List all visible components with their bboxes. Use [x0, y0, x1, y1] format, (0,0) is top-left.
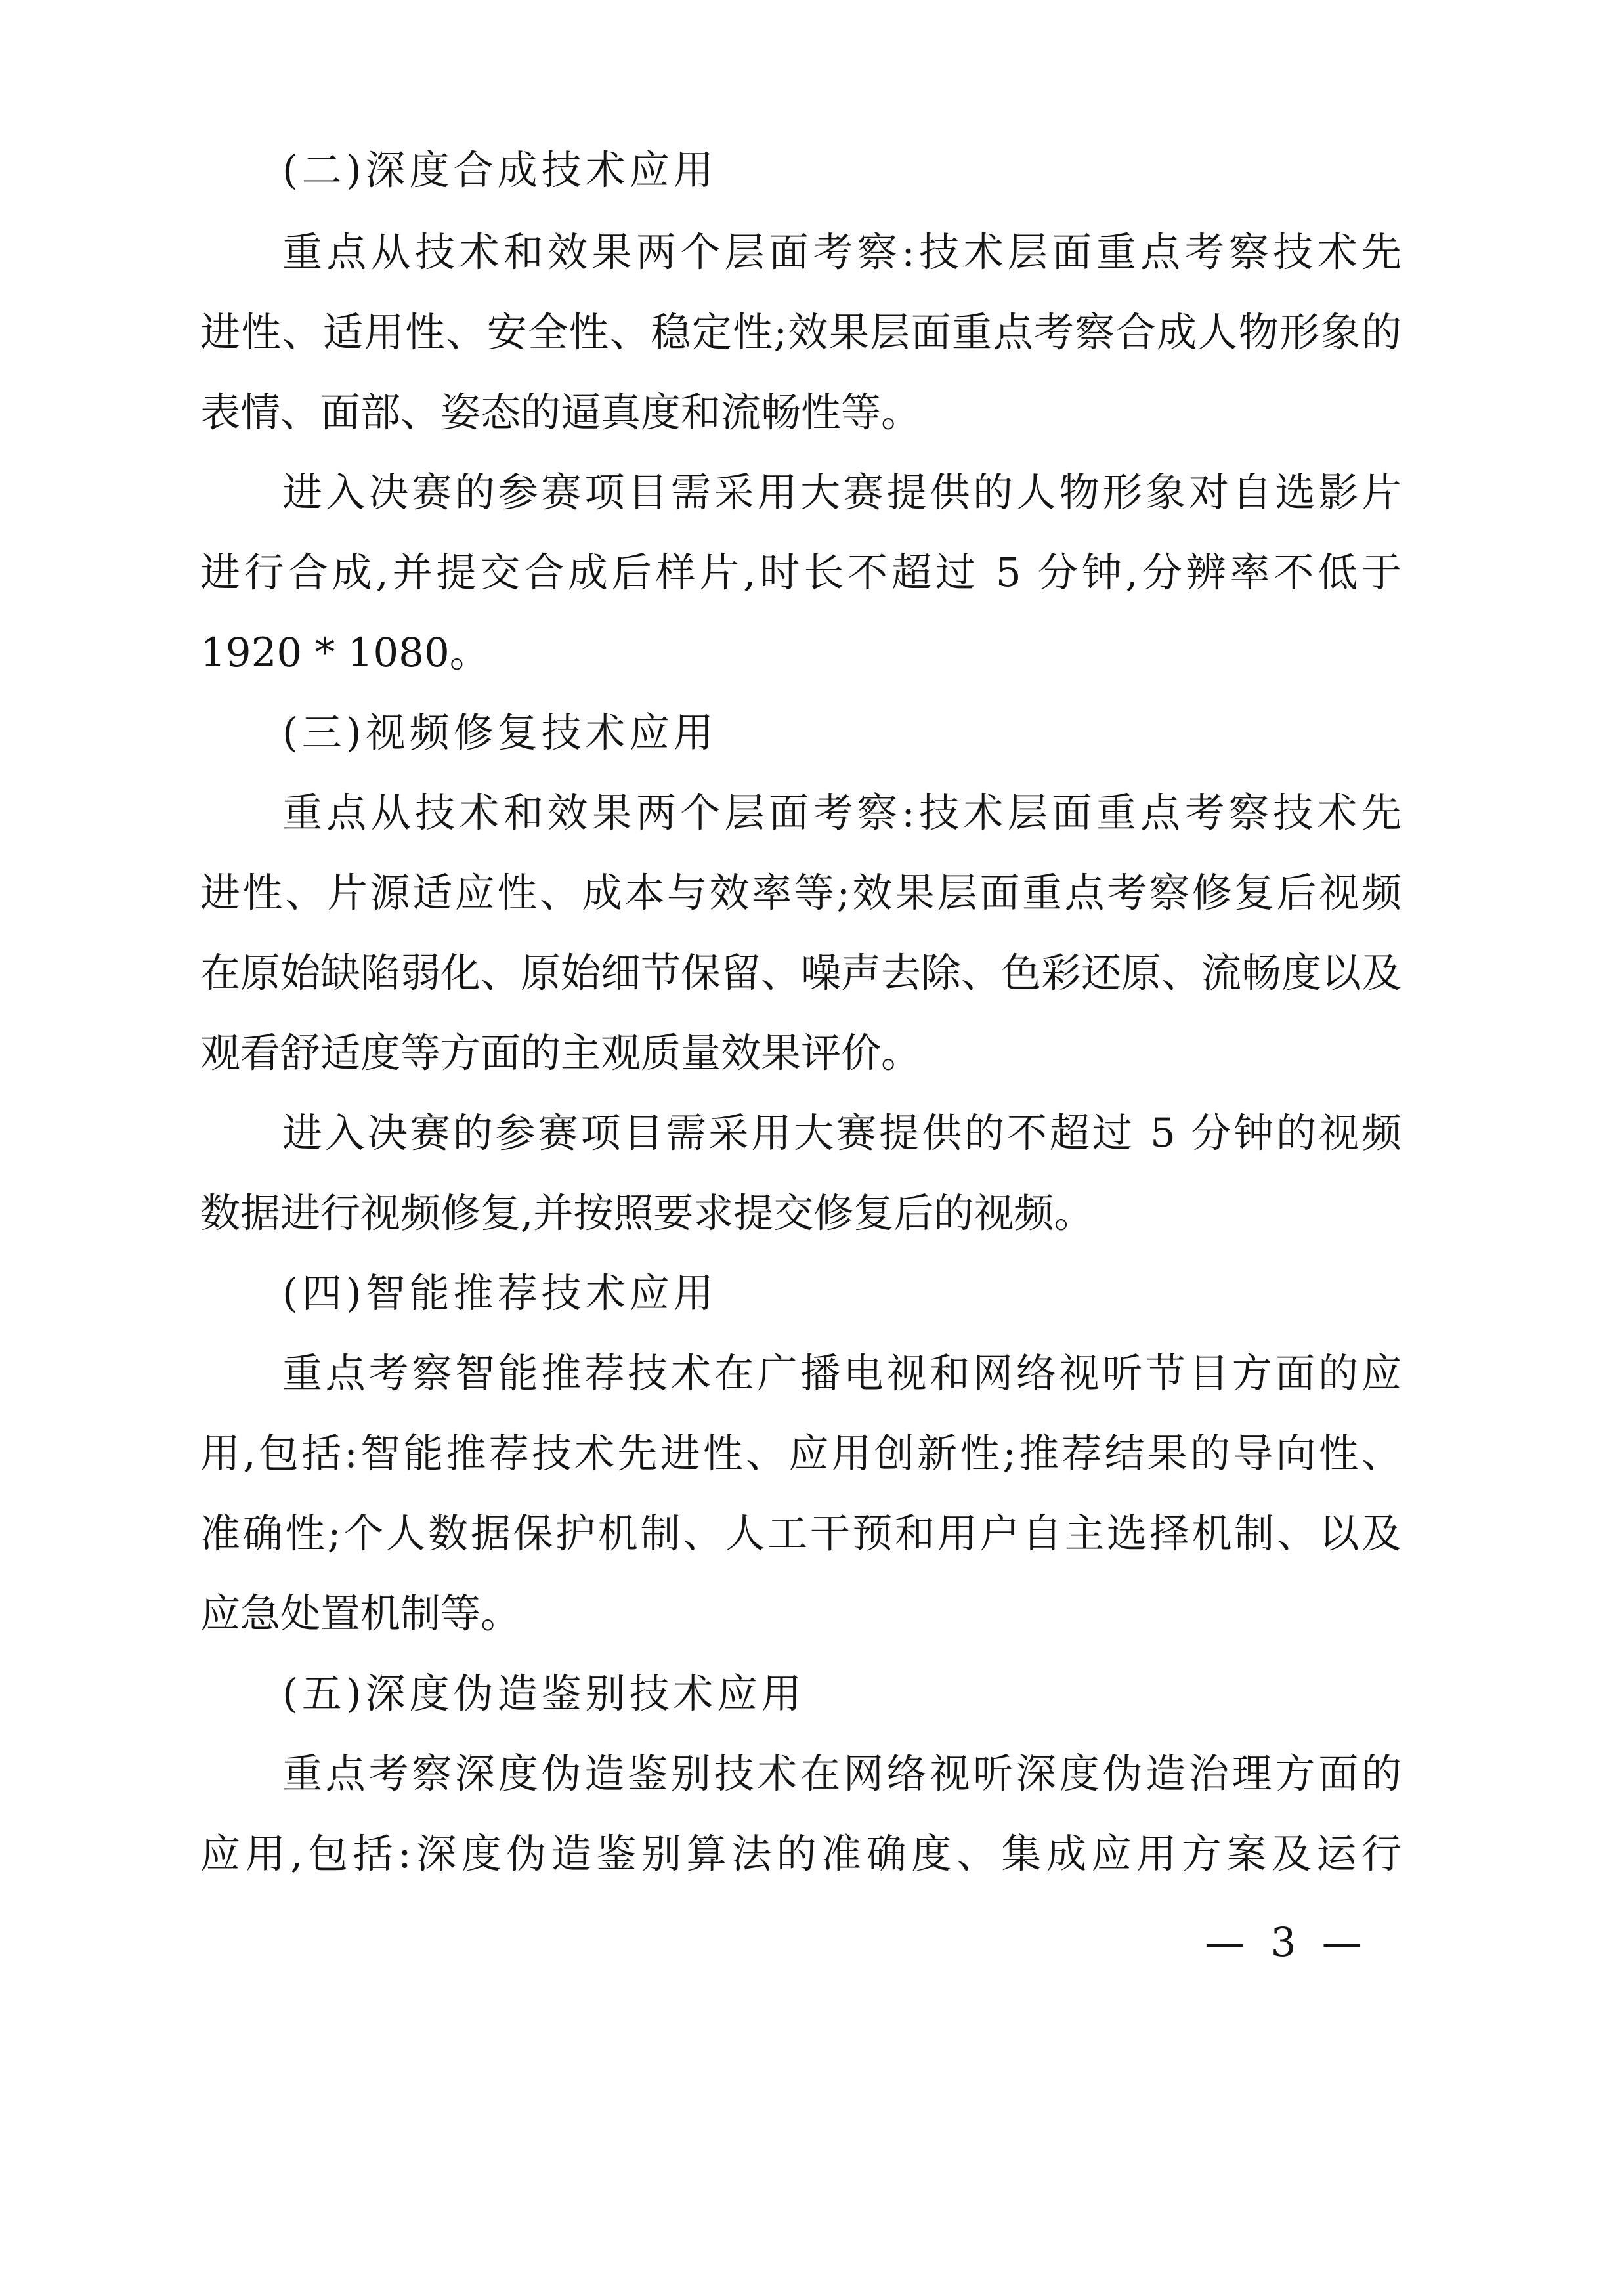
- s2-p1-line-2: 进性、适用性、安全性、稳定性;效果层面重点考察合成人物形象的: [200, 309, 1402, 356]
- s2-p2-line-2: 进行合成,并提交合成后样片,时长不超过 5 分钟,分辨率不低于: [200, 549, 1402, 596]
- s4-p1-line-3: 准确性;个人数据保护机制、人工干预和用户自主选择机制、以及: [200, 1510, 1402, 1557]
- s3-p1-line-3: 在原始缺陷弱化、原始细节保留、噪声去除、色彩还原、流畅度以及: [200, 950, 1402, 996]
- s4-p1-line-1: 重点考察智能推荐技术在广播电视和网络视听节目方面的应: [282, 1350, 1402, 1397]
- s4-p1-line-2: 用,包括:智能推荐技术先进性、应用创新性;推荐结果的导向性、: [200, 1430, 1402, 1477]
- section-heading-2: (二)深度合成技术应用: [282, 147, 717, 194]
- s3-p2-line-2: 数据进行视频修复,并按照要求提交修复后的视频。: [200, 1190, 1094, 1237]
- s3-p2-line-1: 进入决赛的参赛项目需采用大赛提供的不超过 5 分钟的视频: [282, 1110, 1402, 1157]
- page-number: — 3 —: [1205, 1919, 1369, 1966]
- s5-p1-line-2: 应用,包括:深度伪造鉴别算法的准确度、集成应用方案及运行: [200, 1831, 1402, 1877]
- section-heading-4: (四)智能推荐技术应用: [282, 1270, 717, 1317]
- section-heading-3: (三)视频修复技术应用: [282, 710, 717, 756]
- s4-p1-line-4: 应急处置机制等。: [200, 1590, 521, 1637]
- s3-p1-line-2: 进性、片源适应性、成本与效率等;效果层面重点考察修复后视频: [200, 870, 1402, 916]
- s2-p1-line-3: 表情、面部、姿态的逼真度和流畅性等。: [200, 389, 922, 436]
- s2-p1-line-1: 重点从技术和效果两个层面考察:技术层面重点考察技术先: [282, 229, 1402, 276]
- s5-p1-line-1: 重点考察深度伪造鉴别技术在网络视听深度伪造治理方面的: [282, 1751, 1402, 1797]
- section-heading-5: (五)深度伪造鉴别技术应用: [282, 1670, 805, 1717]
- s2-p2-line-1: 进入决赛的参赛项目需采用大赛提供的人物形象对自选影片: [282, 469, 1402, 516]
- s3-p1-line-1: 重点从技术和效果两个层面考察:技术层面重点考察技术先: [282, 790, 1402, 836]
- s2-p2-line-3: 1920 * 1080。: [200, 629, 490, 676]
- s3-p1-line-4: 观看舒适度等方面的主观质量效果评价。: [200, 1030, 922, 1076]
